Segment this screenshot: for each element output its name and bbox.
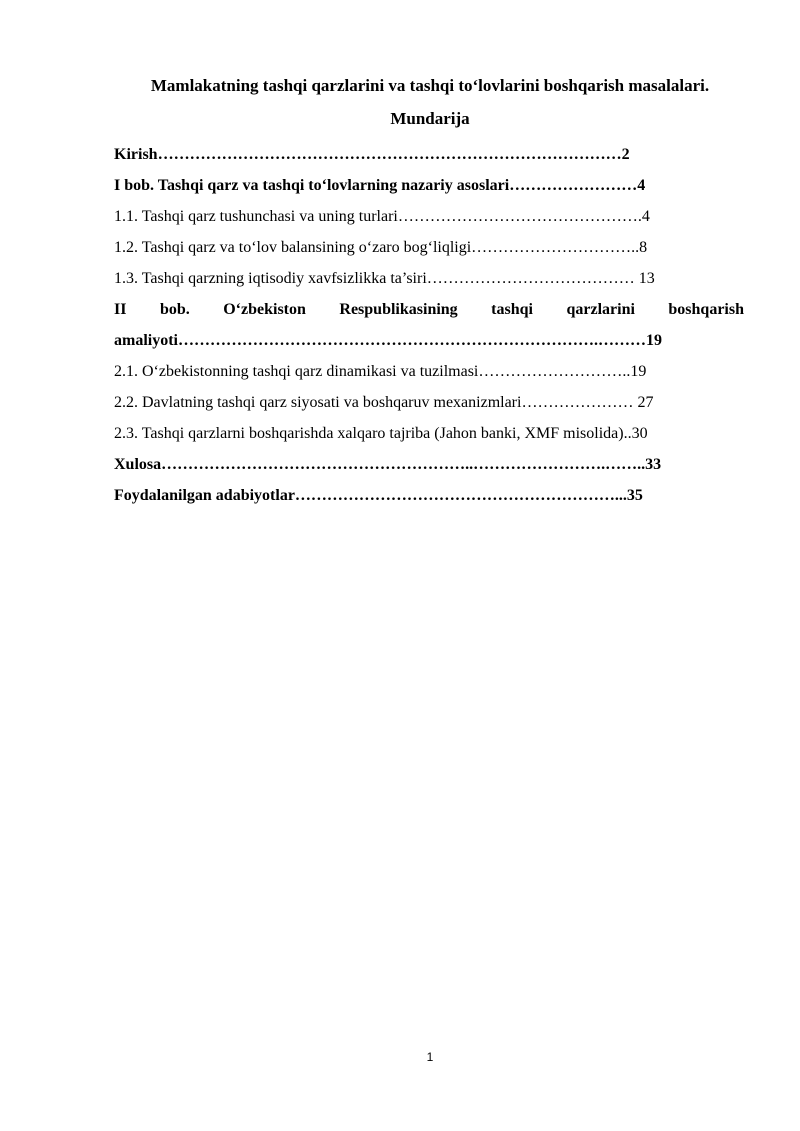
toc-entry-chapter-1: I bob. Tashqi qarz va tashqi to‘lovlarning nazariy asoslari……………………4: [114, 177, 646, 194]
toc-entry-2-1: 2.1. O‘zbekistonning tashqi qarz dinamikasi va tuzilmasi………………………..19: [114, 363, 647, 380]
table-of-contents: [114, 139, 744, 511]
document-title: Mamlakatning tashqi qarzlarini va tashqi to‘lovlarini boshqarish masalalari.: [150, 76, 710, 95]
toc-entry-kirish: Kirish……………………………………………………………………………2: [114, 146, 630, 163]
toc-entry-1-2: 1.2. Tashqi qarz va to‘lov balansining o‘zaro bog‘liqligi…………………………..8: [114, 239, 648, 256]
toc-entry-1-3: 1.3. Tashqi qarzning iqtisodiy xavfsizlikka ta’siri………………………………… 13: [114, 270, 655, 287]
toc-entry-1-1: 1.1. Tashqi qarz tushunchasi va uning turlari……………………………………….4: [114, 208, 650, 225]
toc-entry-chapter-2: II bob. O‘zbekiston Respublikasining tashqi qarzlarini boshqarish amaliyoti…………………………………………………………………….………19: [114, 301, 744, 349]
toc-heading: Mundarija: [390, 109, 470, 128]
toc-entry-adabiyotlar: Foydalanilgan adabiyotlar……………………………………………………...35: [114, 487, 643, 504]
page-number: 1: [426, 1050, 434, 1064]
toc-entry-xulosa: Xulosa…………………………………………………..…………………….……..33: [114, 456, 662, 473]
toc-entry-2-3: 2.3. Tashqi qarzlarni boshqarishda xalqaro tajriba (Jahon banki, XMF misolida)..30: [114, 425, 648, 442]
toc-entry-2-2: 2.2. Davlatning tashqi qarz siyosati va boshqaruv mexanizmlari………………… 27: [114, 394, 654, 411]
